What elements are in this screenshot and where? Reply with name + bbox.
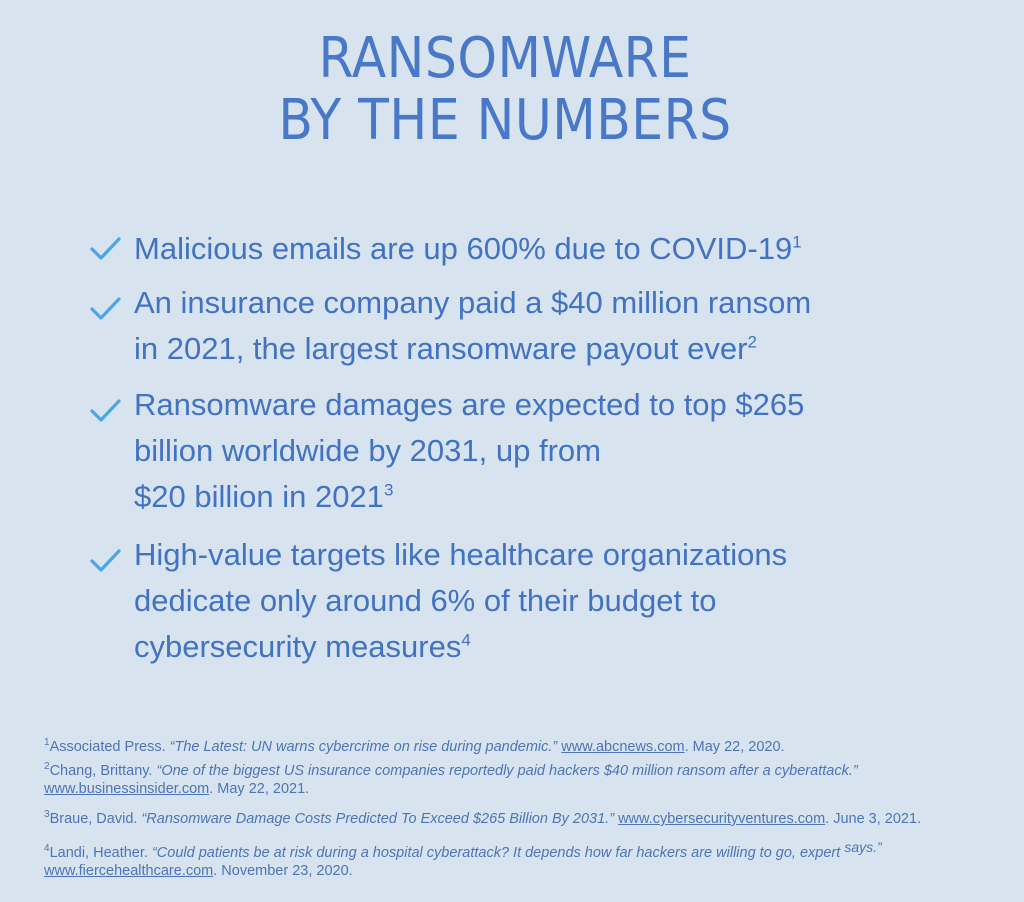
stat-text-line: $20 billion in 2021 <box>134 479 384 514</box>
stat-text-line: in 2021, the largest ransomware payout ever <box>134 331 748 366</box>
footnote-quote: “Could patients be at risk during a hospital cyberattack? It depends how far hackers are willing to go, expert <box>151 845 845 861</box>
footnote-quote-tail: says.” <box>844 839 882 855</box>
footnote-date: . May 22, 2021. <box>209 781 310 797</box>
title-line-2: BY THE NUMBERS <box>278 88 732 153</box>
footnote-2 <box>44 762 974 798</box>
footnote-ref: 3 <box>383 480 394 500</box>
footnote-author: Associated Press. <box>49 739 170 755</box>
footnote-number: 2 <box>44 761 50 773</box>
footnote-number: 4 <box>44 843 50 855</box>
footnote-author: Landi, Heather. <box>49 845 152 861</box>
footnote-quote: “One of the biggest US insurance companies reportedly paid hackers $40 million ransom after a cyberattack.” <box>156 763 858 779</box>
stat-text-line: dedicate only around 6% of their budget to <box>134 583 717 618</box>
checkmark-icon <box>90 236 122 262</box>
footnote-date: . May 22, 2020. <box>684 739 785 755</box>
footnotes <box>44 738 974 886</box>
footnote-quote: “The Latest: UN warns cybercrime on rise during pandemic.” <box>169 739 558 755</box>
footnote-link[interactable]: www.abcnews.com <box>561 739 685 755</box>
footnote-ref: 2 <box>747 332 757 352</box>
stats-list <box>88 226 948 670</box>
footnote-3 <box>44 810 974 828</box>
checkmark-icon <box>90 296 122 322</box>
footnote-author: Braue, David. <box>49 811 142 827</box>
footnote-ref: 1 <box>792 232 802 252</box>
stat-item-emails <box>88 226 948 272</box>
footnote-link[interactable]: www.businessinsider.com <box>44 781 210 797</box>
footnote-author: Chang, Brittany. <box>49 763 157 779</box>
title-line-1: RANSOMWARE <box>318 26 692 91</box>
footnote-date: . June 3, 2021. <box>825 811 922 827</box>
stat-item-insurance <box>88 280 948 372</box>
stat-text-line: An insurance company paid a $40 million ransom <box>134 285 812 320</box>
footnote-number: 1 <box>44 737 50 749</box>
stat-text-line: cybersecurity measures <box>134 629 462 664</box>
footnote-link[interactable]: www.cybersecurityventures.com <box>618 811 826 827</box>
page-title <box>0 28 1010 152</box>
checkmark-icon <box>90 548 122 574</box>
stat-item-damages <box>88 382 948 520</box>
footnote-number: 3 <box>44 809 50 821</box>
footnote-1 <box>44 738 974 756</box>
stat-text-line: High-value targets like healthcare organizations <box>134 537 788 572</box>
stat-item-healthcare <box>88 532 948 670</box>
checkmark-icon <box>90 398 122 424</box>
stat-text: Malicious emails are up 600% due to COVID-19 <box>134 231 793 266</box>
stat-text-line: Ransomware damages are expected to top $265 <box>134 387 805 422</box>
footnote-ref: 4 <box>461 630 471 650</box>
footnote-date: . November 23, 2020. <box>213 863 353 879</box>
footnote-4 <box>44 838 974 880</box>
stat-text-line: billion worldwide by 2031, up from <box>134 433 601 468</box>
footnote-quote: “Ransomware Damage Costs Predicted To Exceed $265 Billion By 2031.” <box>141 811 615 827</box>
footnote-link[interactable]: www.fiercehealthcare.com <box>44 863 214 879</box>
